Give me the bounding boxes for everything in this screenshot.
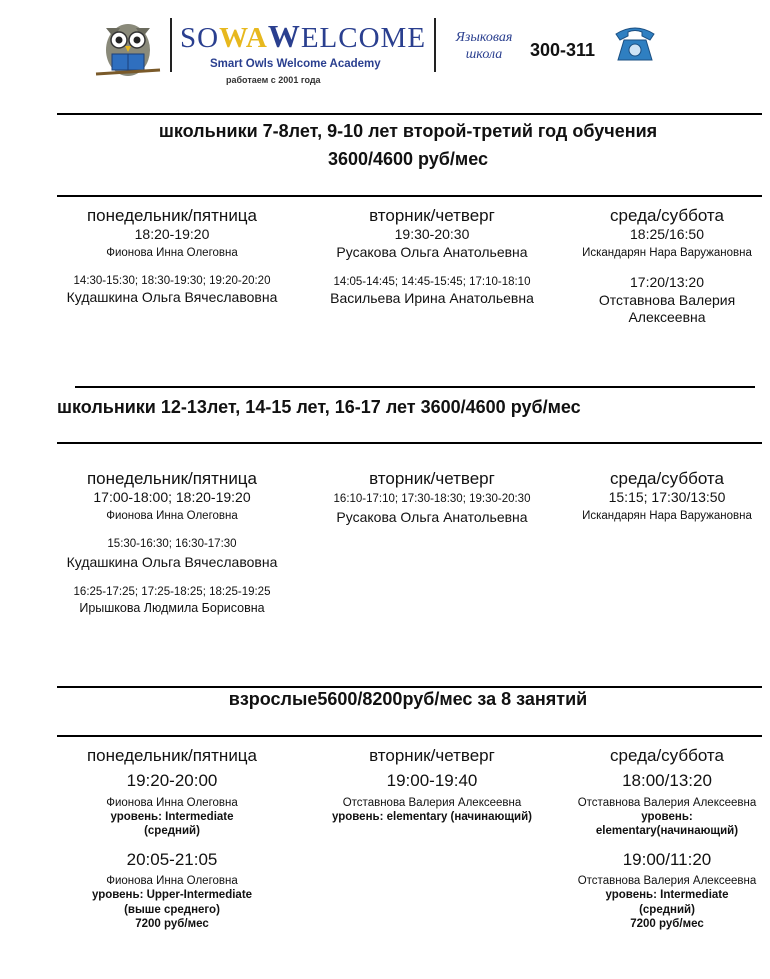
phone-icon (612, 22, 658, 64)
level-label: уровень: Intermediate (605, 889, 729, 902)
teacher-name: Русакова Ольга Анатольевна (336, 243, 528, 260)
time-slot: 19:00-19:40 (386, 771, 478, 791)
teacher-name: Отставнова Валерия (598, 291, 736, 308)
time-slot: 16:25-17:25; 17:25-18:25; 18:25-19:25 (73, 586, 271, 598)
teacher-name: Кудашкина Ольга Вячеславовна (66, 288, 278, 305)
s3-column-mon-fri (52, 745, 292, 931)
level-label: уровень: (641, 810, 693, 823)
logo-divider-left (170, 18, 172, 72)
day-label: среда/суббота (610, 206, 724, 225)
teacher-name: Отставнова Валерия Алексеевна (577, 796, 757, 809)
teacher-name: Фионова Инна Олеговна (106, 796, 238, 809)
school-label-line2: школа (465, 46, 503, 62)
time-slot: 20:05-21:05 (126, 849, 218, 869)
divider-3 (75, 386, 755, 388)
time-slot: 19:30-20:30 (394, 226, 470, 243)
s2-column-tue-thu (312, 468, 552, 526)
s1-column-wed-sat (562, 205, 770, 327)
teacher-name: Фионова Инна Олеговна (106, 246, 238, 259)
brand-name: SOWAWELCOME (180, 18, 427, 54)
since-text: работаем с 2001 года (226, 75, 321, 85)
teacher-name: Кудашкина Ольга Вячеславовна (66, 553, 278, 570)
divider-5 (57, 686, 762, 688)
divider-2 (57, 195, 762, 197)
level-label-cont: elementary(начинающий) (595, 825, 739, 838)
level-label: уровень: elementary (начинающий) (331, 810, 533, 823)
time-slot: 19:00/11:20 (622, 849, 712, 869)
time-slot: 19:20-20:00 (126, 771, 218, 791)
school-label-line1: Языковая (455, 30, 513, 45)
time-slot: 14:30-15:30; 18:30-19:30; 19:20-20:20 (73, 275, 271, 288)
teacher-name: Отставнова Валерия Алексеевна (342, 796, 522, 809)
phone-number: 300-311 (530, 40, 596, 60)
header (0, 0, 770, 105)
divider-1 (57, 113, 762, 115)
time-slot: 15:30-16:30; 16:30-17:30 (107, 538, 237, 551)
s2-column-wed-sat (562, 468, 770, 523)
time-slot: 18:25/16:50 (630, 226, 704, 243)
s2-column-mon-fri (52, 468, 292, 617)
level-label-cont: (средний) (639, 903, 695, 916)
time-slot: 14:05-14:45; 14:45-15:45; 17:10-18:10 (333, 276, 531, 289)
s3-column-tue-thu (312, 745, 552, 824)
price-label: 7200 руб/мес (135, 918, 209, 930)
day-label: вторник/четверг (369, 469, 495, 488)
level-label-cont: (средний) (144, 825, 200, 838)
level-label-cont: (выше среднего) (124, 903, 220, 916)
day-label: среда/суббота (610, 746, 724, 765)
day-label: вторник/четверг (369, 746, 495, 765)
s3-column-wed-sat (562, 745, 770, 931)
section2-title: школьники 12-13лет, 14-15 лет, 16-17 лет 3600/4600 руб/мес (57, 397, 581, 417)
teacher-name: Отставнова Валерия Алексеевна (577, 874, 757, 887)
school-label (444, 30, 524, 64)
day-label: вторник/четверг (369, 206, 495, 225)
teacher-name: Фионова Инна Олеговна (106, 874, 238, 887)
level-label: уровень: Intermediate (110, 810, 234, 823)
time-slot: 18:00/13:20 (622, 771, 712, 791)
time-slot: 16:10-17:10; 17:30-18:30; 19:30-20:30 (333, 493, 531, 506)
logo-divider-right (434, 18, 436, 72)
time-slot: 17:20/13:20 (630, 274, 704, 291)
price-label: 7200 руб/мес (630, 918, 704, 930)
teacher-name: Васильева Ирина Анатольевна (330, 289, 534, 306)
time-slot: 15:15; 17:30/13:50 (608, 489, 726, 506)
time-slot: 18:20-19:20 (134, 226, 210, 243)
s1-column-tue-thu (312, 205, 552, 307)
s1-column-mon-fri (52, 205, 292, 306)
teacher-name: Ирышкова Людмила Борисовна (79, 601, 265, 616)
section1-price: 3600/4600 руб/мес (327, 149, 489, 169)
section3-title: взрослые5600/8200руб/мес за 8 занятий (228, 689, 588, 709)
divider-4 (57, 442, 762, 444)
day-label: среда/суббота (610, 469, 724, 488)
teacher-name: Искандарян Нара Варужановна (582, 509, 752, 522)
owl-logo-icon (92, 14, 164, 80)
day-label: понедельник/пятница (86, 206, 258, 225)
section1-title: школьники 7-8лет, 9-10 лет второй-третий год обучения (158, 121, 658, 141)
teacher-name: Искандарян Нара Варужановна (582, 246, 752, 259)
divider-6 (57, 735, 762, 737)
teacher-name: Фионова Инна Олеговна (106, 509, 238, 522)
day-label: понедельник/пятница (86, 469, 258, 488)
academy-name: Smart Owls Welcome Academy (210, 58, 381, 70)
teacher-name-cont: Алексеевна (628, 309, 706, 326)
day-label: понедельник/пятница (86, 746, 258, 765)
teacher-name: Русакова Ольга Анатольевна (336, 508, 528, 525)
level-label: уровень: Upper-Intermediate (91, 889, 253, 902)
time-slot: 17:00-18:00; 18:20-19:20 (93, 489, 251, 506)
